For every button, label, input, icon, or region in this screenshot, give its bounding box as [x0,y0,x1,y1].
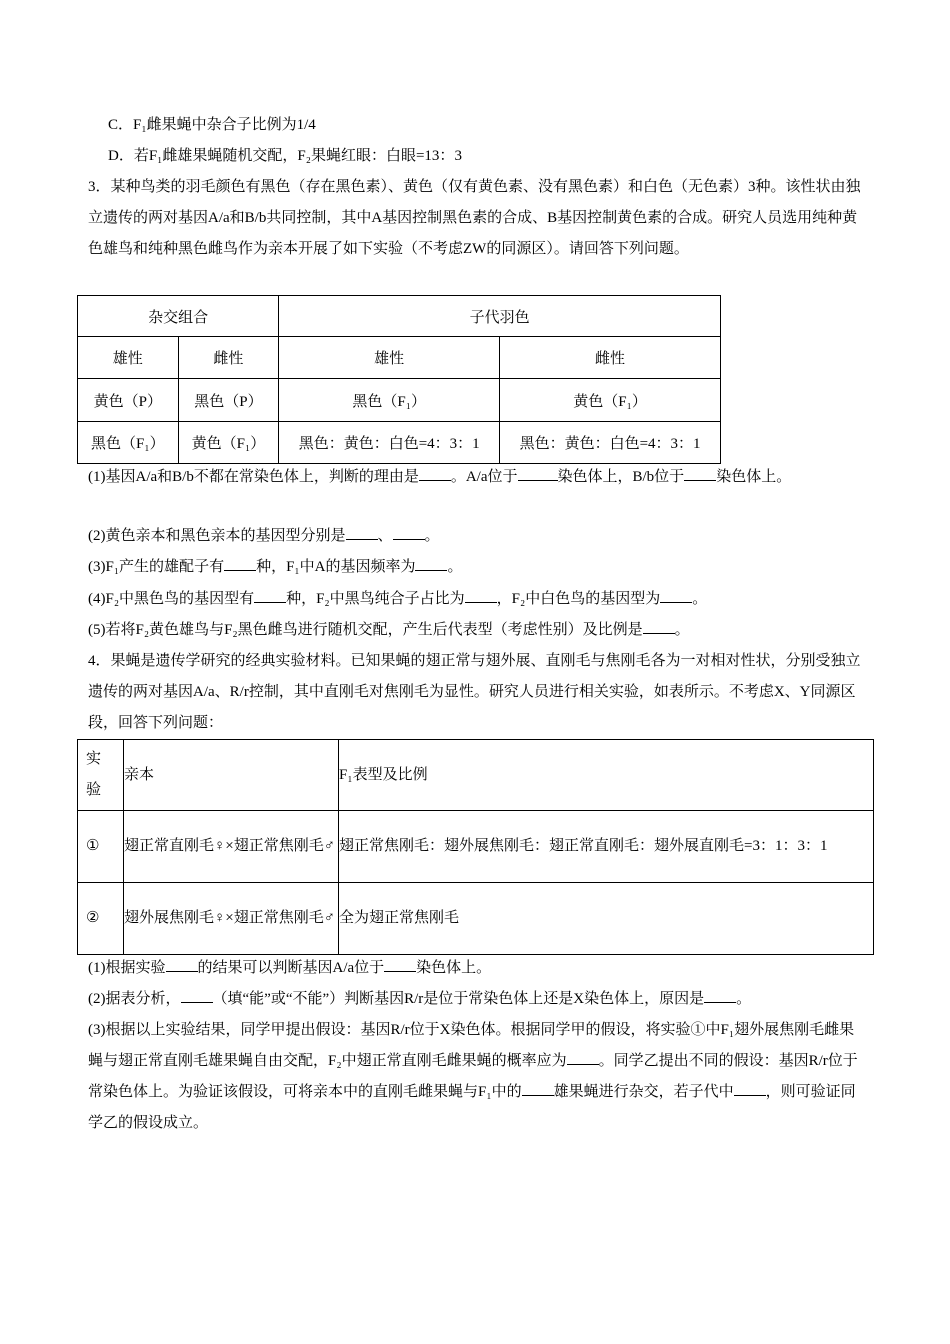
answer-blank[interactable] [346,525,378,540]
table-cell: 全为翅正常焦刚毛 [339,883,874,955]
table-cell: 黑色（P） [178,379,279,422]
answer-blank[interactable] [393,525,425,540]
answer-blank[interactable] [465,588,497,603]
q3-sub-female-2: 雌性 [500,337,721,379]
q4-head-exp: 实验 [78,740,124,811]
option-d: D．若F₁雌雄果蝇随机交配，F₂果蝇红眼：白眼=13：3 [108,148,462,164]
answer-blank[interactable] [567,1050,599,1065]
q3-sub-female-1: 雌性 [178,337,279,379]
table-cell: 黄色（F₁） [178,422,279,464]
table-cell: ② [78,883,124,955]
q4-sub1: (1)根据实验 的结果可以判断基因A/a位于 染色体上。 [88,953,868,984]
table-cell: 黑色：黄色：白色=4：3：1 [279,422,500,464]
q4-sub3: (3)根据以上实验结果，同学甲提出假设：基因R/r位于X染色体。根据同学甲的假设，将实验①中F₁翅外展焦刚毛雌果蝇与翅正常直刚毛雄果蝇自由交配，F₂中翅正常直刚毛雌果蝇的概率应为 。同学乙提出不同的假设：基因R/r位于常染色体上。为验证该假设，可将亲本中的直刚毛雌果蝇与F₁中的 雄果蝇进行杂交，若子代中 ，则可验证同学乙的假设成立。 [88,1022,858,1131]
table-cell: 黄色（P） [78,379,179,422]
q4-sub2: (2)据表分析， （填“能”或“不能”）判断基因R/r是位于常染色体上还是X染色体上，原因是 。 [88,984,868,1015]
q3-stem: 3．某种鸟类的羽毛颜色有黑色（存在黑色素）、黄色（仅有黄色素、没有黑色素）和白色（无色素）3种。该性状由独立遗传的两对基因A/a和B/b共同控制，其中A基因控制黑色素的合成、B基因控制黄色素的合成。研究人员选用纯种黄色雄鸟和纯种黑色雌鸟作为亲本开展了如下实验（不考虑ZW的同源区）。请回答下列问题。 [88,179,861,257]
answer-blank[interactable] [734,1081,766,1096]
q3-cross-table [77,295,721,464]
q4-stem: 4．果蝇是遗传学研究的经典实验材料。已知果蝇的翅正常与翅外展、直刚毛与焦刚毛各为一对相对性状，分别受独立遗传的两对基因A/a、R/r控制，其中直刚毛对焦刚毛为显性。研究人员进行相关实验，如表所示。不考虑X、Y同源区段，回答下列问题： [88,653,861,731]
q3-sub3: (3)F₁产生的雄配子有 种，F₁中A的基因频率为 。 [88,552,868,583]
q3-sub4: (4)F₂中黑色鸟的基因型有 种，F₂中黑鸟纯合子占比为 ，F₂中白色鸟的基因型为 。 [88,584,868,615]
answer-blank[interactable] [643,619,675,634]
table-cell: ① [78,811,124,883]
q3-head-offspring: 子代羽色 [279,296,721,337]
q3-sub-male-1: 雄性 [78,337,179,379]
answer-blank[interactable] [660,588,692,603]
table-cell: 黑色：黄色：白色=4：3：1 [500,422,721,464]
answer-blank[interactable] [684,466,716,481]
answer-blank[interactable] [518,466,558,481]
table-cell: 翅正常直刚毛♀×翅正常焦刚毛♂ [124,811,339,883]
answer-blank[interactable] [166,957,198,972]
table-cell: 翅外展焦刚毛♀×翅正常焦刚毛♂ [124,883,339,955]
answer-blank[interactable] [415,556,447,571]
q3-head-cross: 杂交组合 [78,296,279,337]
answer-blank[interactable] [419,466,451,481]
table-cell: 黑色（F₁） [78,422,179,464]
table-cell: 翅正常焦刚毛：翅外展焦刚毛：翅正常直刚毛：翅外展直刚毛=3：1：3：1 [339,811,874,883]
answer-blank[interactable] [704,988,736,1003]
q4-experiment-table [77,739,874,955]
answer-blank[interactable] [522,1081,554,1096]
table-cell: 黑色（F₁） [279,379,500,422]
answer-blank[interactable] [224,556,256,571]
q4-head-f1: F₁表型及比例 [339,740,874,811]
q3-sub2: (2)黄色亲本和黑色亲本的基因型分别是 、 。 [88,521,868,552]
q4-head-parents: 亲本 [124,740,339,811]
option-c: C．F₁雌果蝇中杂合子比例为1/4 [108,117,316,133]
answer-blank[interactable] [181,988,213,1003]
q3-sub1: (1)基因A/a和B/b不都在常染色体上，判断的理由是 。A/a位于 染色体上，B/b位于 染色体上。 [88,462,868,493]
table-cell: 黄色（F₁） [500,379,721,422]
q3-sub5: (5)若将F₂黄色雄鸟与F₂黑色雌鸟进行随机交配，产生后代表型（考虑性别）及比例是 。 [88,615,868,646]
answer-blank[interactable] [384,957,416,972]
q3-sub-male-2: 雄性 [279,337,500,379]
answer-blank[interactable] [254,588,286,603]
